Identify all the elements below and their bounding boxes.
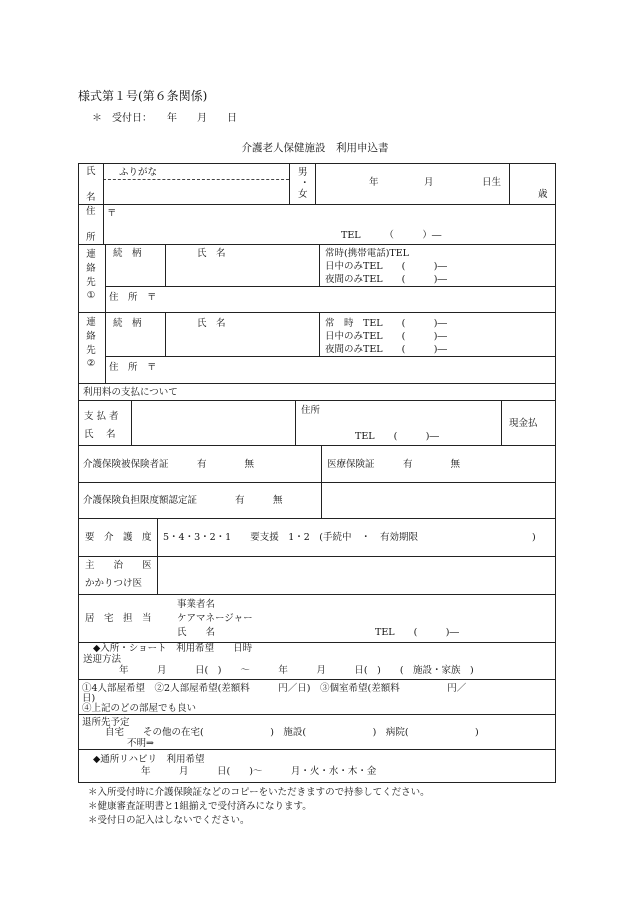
contact1-relation-label: 続 柄: [113, 248, 142, 259]
gender-male[interactable]: 男: [298, 167, 308, 178]
row-divider: [79, 518, 555, 519]
gender-female[interactable]: 女: [298, 189, 308, 200]
notes: [88, 786, 430, 827]
row-divider: [79, 383, 555, 384]
note-item: ＊受付日の記入はしないでください。: [88, 814, 250, 826]
short-stay-dates[interactable]: 年 月 日( ) ～ 年 月 日( ) ( 施設・家族 ): [119, 665, 474, 676]
contact1-label-char: 絡: [86, 262, 96, 274]
contact2-tel-always[interactable]: 常 時 TEL ( )―: [325, 318, 447, 329]
row-divider: [79, 679, 555, 680]
contact2-relation-label: 続 柄: [113, 318, 142, 329]
applicant-tel[interactable]: TEL （ ）―: [341, 230, 442, 241]
col-divider: [315, 164, 316, 204]
contact2-label-char: 連: [86, 317, 96, 328]
row-divider: [79, 312, 555, 313]
row-divider: [79, 556, 555, 557]
col-divider: [295, 400, 296, 445]
furigana-dashed-line: [103, 179, 289, 180]
address-label: 住: [86, 206, 96, 217]
address-label: 所: [86, 232, 96, 243]
contact2-tel-night[interactable]: 夜間のみTEL ( )―: [325, 344, 447, 355]
discharge-heading: 退所先予定: [82, 717, 130, 728]
note-item: ＊入所受付時に介護保険証などのコピーをいただきますので持参してください。: [88, 787, 430, 798]
day-care-heading: ◆通所リハビリ 利用希望: [93, 754, 205, 765]
row-divider: [79, 482, 555, 483]
contact1-name-label: 氏 名: [197, 248, 226, 259]
care-manager-tel[interactable]: TEL ( )―: [375, 627, 459, 638]
family-doctor-label: かかりつけ医: [85, 578, 143, 589]
received-date: ＊ 受付日： 年 月 日: [92, 113, 237, 124]
short-stay-heading: ◆入所・ショート 利用希望 日時: [93, 643, 253, 654]
care-level-label: 要 介 護 度: [85, 532, 152, 543]
discharge-unknown[interactable]: 不明⇒: [127, 738, 154, 749]
limit-certificate[interactable]: 介護保険負担限度額認定証 有 無: [83, 495, 283, 506]
note-item: ＊健康審査証明書と1組揃えで受付済みになります。: [88, 800, 312, 812]
row-divider: [79, 400, 555, 401]
medical-insurance-card[interactable]: 医療保険証 有 無: [327, 459, 461, 470]
col-divider: [157, 518, 158, 594]
birth-day-label: 日生: [482, 177, 502, 188]
row-divider: [79, 204, 555, 205]
col-divider: [103, 164, 104, 244]
col-divider: [321, 445, 322, 518]
contact2-name-label: 氏 名: [197, 318, 226, 329]
cash-payment-label: 現金払: [509, 418, 538, 429]
contact2-label: [85, 316, 97, 371]
room-preference-cont: 日): [82, 693, 96, 704]
primary-doctor-label: 主 治 医: [85, 560, 152, 571]
contact1-tel-mobile[interactable]: 常時(携帯電話)TEL: [325, 248, 409, 259]
postal-mark: 〒: [107, 208, 117, 219]
payer-tel[interactable]: TEL ( )―: [355, 431, 439, 442]
birth-year-label: 年: [369, 177, 379, 188]
gender-separator: ・: [300, 178, 310, 189]
birth-month-label: 月: [424, 177, 434, 188]
payer-label: 氏 名: [84, 429, 116, 440]
contact2-address[interactable]: 住 所 〒: [109, 362, 157, 373]
row-divider: [79, 594, 555, 595]
form-title: 介護老人保健施設 利用申込書: [241, 142, 389, 154]
col-divider: [289, 164, 290, 204]
col-divider: [509, 164, 510, 204]
row-divider: [79, 445, 555, 446]
care-manager-name-label: ケアマネージャー: [177, 613, 253, 624]
col-divider: [165, 312, 166, 356]
col-divider: [131, 400, 132, 445]
row-divider: [105, 286, 555, 287]
contact2-label-char: 先: [86, 344, 96, 356]
contact2-tel-day[interactable]: 日中のみTEL ( )―: [325, 331, 447, 342]
col-divider: [105, 244, 106, 383]
payer-address-label: 住所: [301, 405, 321, 416]
care-insurance-card[interactable]: 介護保険被保険者証 有 無: [83, 459, 255, 470]
col-divider: [501, 400, 502, 445]
manager-name-label: 氏 名: [177, 627, 216, 638]
room-preference[interactable]: ①4人部屋希望 ②2人部屋希望(差額料 円／日) ③個室希望(差額料 円／: [82, 683, 467, 694]
contact2-label-char: 絡: [86, 330, 96, 342]
care-manager-label: 居 宅 担 当: [85, 613, 152, 624]
name-label: 氏: [86, 166, 96, 177]
contact1-address[interactable]: 住 所 〒: [109, 292, 157, 303]
contact1-label-char: 先: [86, 276, 96, 288]
contact1-tel-night[interactable]: 夜間のみTEL ( )―: [325, 274, 447, 285]
contact1-label: [85, 248, 97, 303]
row-divider: [105, 356, 555, 357]
contact1-label-char: 連: [86, 249, 96, 260]
office-name-label: 事業者名: [177, 599, 216, 610]
contact1-label-char: ①: [86, 290, 96, 302]
contact1-tel-day[interactable]: 日中のみTEL ( )―: [325, 261, 447, 272]
row-divider: [79, 244, 555, 245]
discharge-options[interactable]: 自宅 その他の在宅( ) 施設( ) 病院( ): [105, 727, 479, 738]
payment-section-heading: 利用料の支払について: [83, 387, 178, 398]
day-care-dates[interactable]: 年 月 日( )～ 月・火・水・木・金: [141, 766, 377, 777]
col-divider: [319, 244, 320, 286]
age-unit-label: 歳: [538, 189, 548, 200]
payer-label: 支 払 者: [84, 411, 119, 422]
furigana-label: ふりがな: [119, 167, 158, 178]
col-divider: [165, 244, 166, 286]
transport-label: 送迎方法: [83, 654, 122, 665]
form-number: 様式第１号(第６条関係): [78, 89, 208, 103]
name-label: 名: [86, 192, 96, 203]
care-level-options[interactable]: 5・4・3・2・1 要支援 1・2 (手続中 ・ 有効期限 ): [163, 532, 536, 543]
room-any-option[interactable]: ④上記のどの部屋でも良い: [82, 703, 197, 714]
contact2-label-char: ②: [86, 358, 96, 370]
application-form: [78, 163, 556, 783]
col-divider: [319, 312, 320, 356]
